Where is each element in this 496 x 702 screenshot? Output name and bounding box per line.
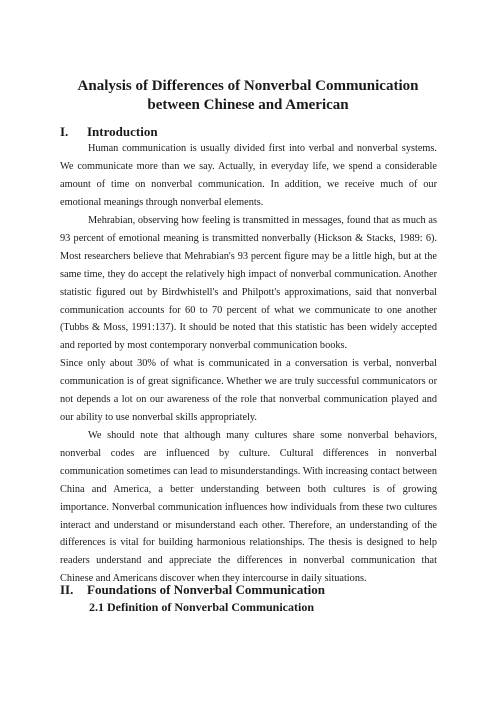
paragraph: Mehrabian, observing how feeling is transmitted in messages, found that as much as 93 percent of emotional meaning is transmitted nonverbally (Hickson & Stacks, 1989: 6). Most researchers believe that Mehrabian's 93 percent figure may be a little high, but at the same time, they do accept the relatively high impact of nonverbal communication. Another statistic figured out by Birdwhistell's and Philpott's approximations, said that nonverbal communication accounts for 60 to 70 percent of what we communicate to one another (Tubbs & Moss, 1991:137). It should be noted that this statistic has been widely accepted and reported by most contemporary nonverbal communication books. (60, 215, 437, 352)
paragraph: Human communication is usually divided first into verbal and nonverbal systems. We communicate more than we say. Actually, in everyday life, we spend a considerable amount of time on nonverbal communication. In addition, we receive much of our emotional meanings through nonverbal elements. (60, 143, 437, 208)
section-number: II. (60, 582, 74, 597)
section-heading-foundations (60, 582, 325, 598)
section-heading-introduction (60, 124, 158, 140)
section-title: Foundations of Nonverbal Communication (87, 582, 325, 597)
paragraph: Since only about 30% of what is communicated in a conversation is verbal, nonverbal communication is of great significance. Whether we are truly successful communicators or not depends a lot on our awareness of the role that nonverbal communication played and our ability to use nonverbal skills appropriately. (60, 358, 437, 423)
document-title: Analysis of Differences of Nonverbal Communication between Chinese and American (77, 78, 419, 113)
section-number: I. (60, 124, 69, 139)
section-title: Introduction (87, 124, 158, 139)
subsection-heading: 2.1 Definition of Nonverbal Communication (89, 600, 314, 614)
paragraph: We should note that although many cultures share some nonverbal behaviors, nonverbal codes are influenced by culture. Cultural differences in nonverbal communication sometimes can lead to misunderstandings. With increasing contact between China and America, a better understanding between both cultures is of growing importance. Nonverbal communication influences how individuals from these two cultures interact and understand or misunderstand each other. Therefore, an understanding of the differences is vital for building harmonious relationships. The thesis is designed to help readers understand and appreciate the differences in nonverbal communication that Chinese and Americans discover when they intercourse in daily situations. (60, 430, 437, 585)
